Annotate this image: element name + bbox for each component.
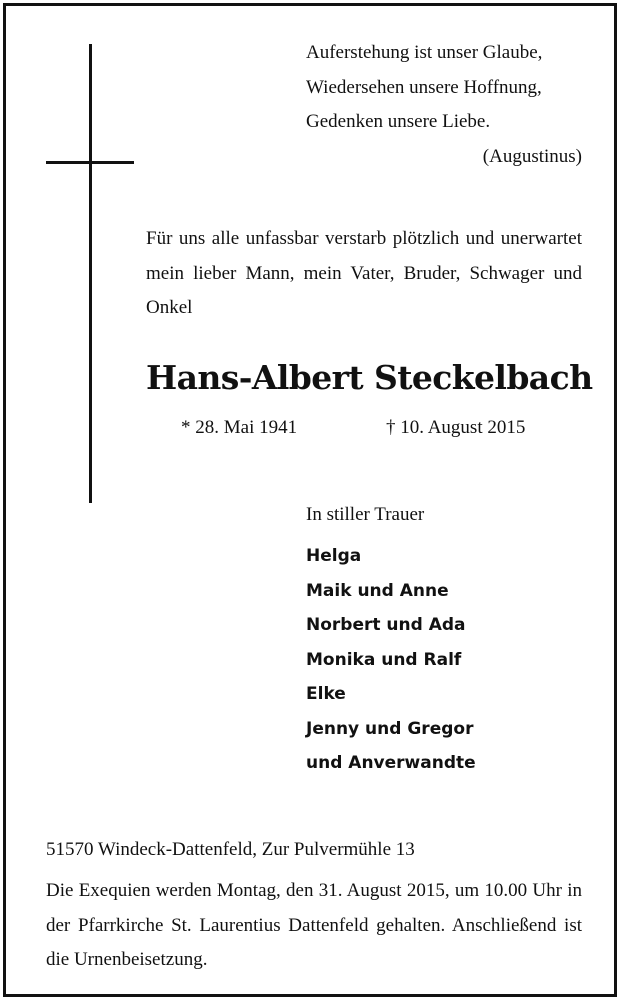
intro-text: Für uns alle unfassbar verstarb plötzlich und unerwartet mein lieber Mann, mein Vater, Bruder, Schwager und Onkel [146, 228, 582, 318]
mourners-list [306, 539, 476, 781]
quote-line: Gedenken unsere Liebe. [306, 111, 491, 132]
address-line: 51570 Windeck-Dattenfeld, Zur Pulvermühle 13 [46, 839, 415, 860]
obituary-card [3, 3, 617, 997]
birth-date: * 28. Mai 1941 [181, 417, 298, 438]
quote-block [306, 36, 582, 174]
death-date: † 10. August 2015 [386, 417, 526, 438]
deceased-name: Hans-Albert Steckelbach [146, 358, 593, 397]
mourner-name: Jenny und Gregor [306, 718, 474, 739]
mourner-name: Maik und Anne [306, 580, 449, 601]
mourner-name: Elke [306, 684, 346, 704]
mourner-name: Helga [306, 546, 362, 566]
quote-line: Wiedersehen unsere Hoffnung, [306, 76, 542, 98]
funeral-notice: Die Exequien werden Montag, den 31. August 2015, um 10.00 Uhr in der Pfarrkirche St. Laurentius Dattenfeld gehalten. Anschließend ist die Urnenbeisetzung. [46, 880, 582, 970]
mourner-name: Monika und Ralf [306, 649, 462, 670]
mourner-name: Norbert und Ada [306, 615, 466, 635]
quote-source: (Augustinus) [482, 145, 582, 167]
quote-line: Auferstehung ist unser Glaube, [306, 42, 543, 63]
mourner-name: und Anverwandte [306, 753, 476, 773]
cross-icon-vertical [89, 44, 92, 503]
mourning-heading: In stiller Trauer [306, 504, 425, 525]
cross-icon-horizontal [46, 161, 134, 164]
